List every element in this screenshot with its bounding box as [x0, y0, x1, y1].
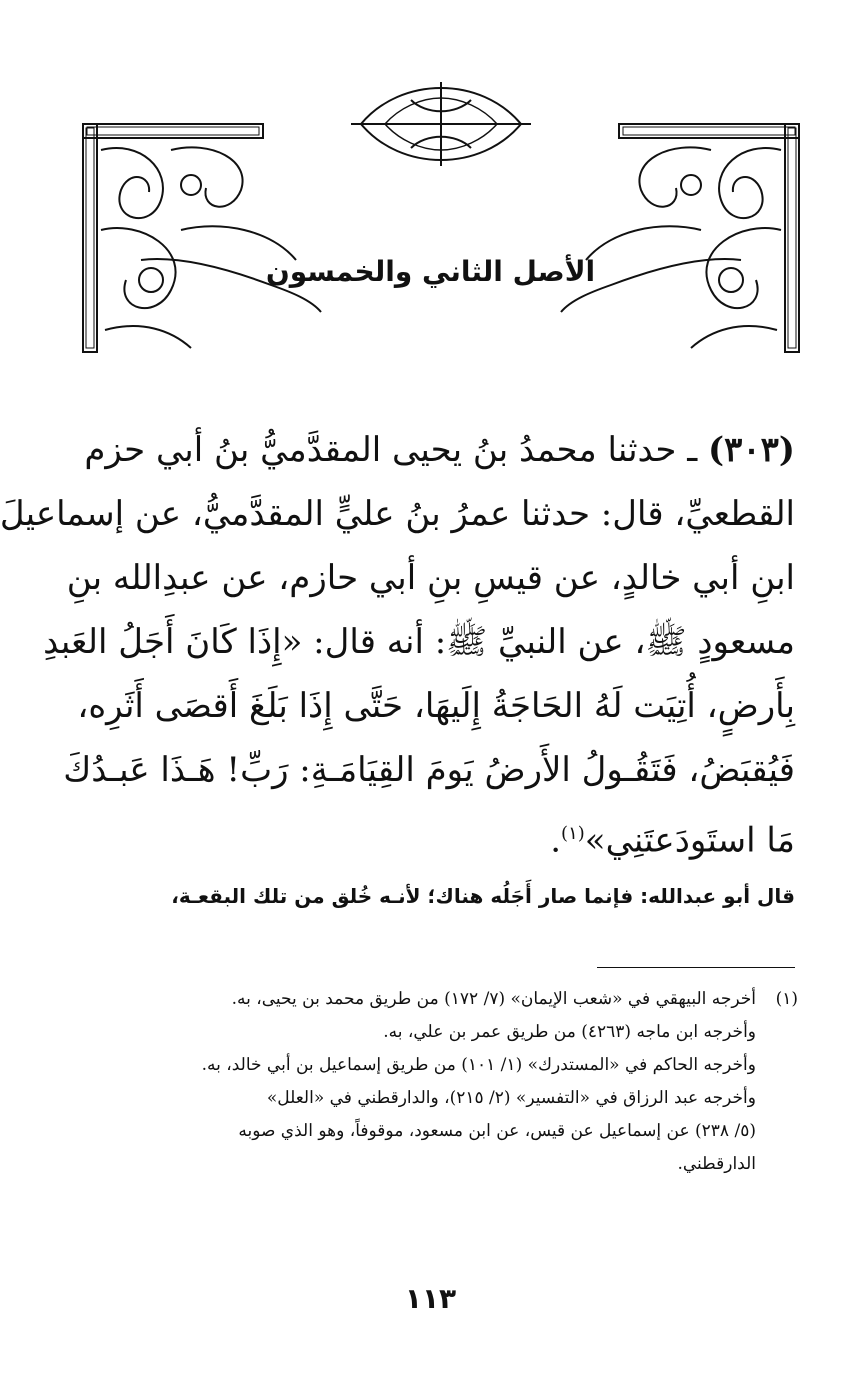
footnote-reference[interactable]: (١)	[561, 823, 585, 844]
footnote-line	[73, 983, 798, 1016]
hadith-line: فَيُقبَضُ، فَتَقُـولُ الأَرضُ يَومَ القِيَامَـةِ: رَبِّ! هَـذَا عَبـدُكَ	[63, 750, 795, 790]
footnote-line: الدارقطني.	[677, 1154, 756, 1174]
hadith-line: القطعيِّ، قال: حدثنا عمرُ بنُ عليٍّ المقدَّميُّ، عن إسماعيلَ	[0, 494, 795, 534]
hadith-line-text: مَا استَودَعتَنِي»	[584, 820, 795, 861]
author-comment: قال أبو عبدالله: فإنما صار أَجَلُه هناك؛ لأنـه خُلق من تلك البقعـة،	[171, 884, 795, 908]
hadith-line-last	[81, 802, 795, 866]
page-number: ١١٣	[404, 1282, 457, 1315]
footnote-text: أخرجه البيهقي في «شعب الإيمان» (٧/ ١٧٢) من طريق محمد بن يحيى، به.	[231, 989, 756, 1009]
hadith-line: بِأَرضٍ، أُتِيَت لَهُ الحَاجَةُ إِلَيهَا، حَتَّى إِذَا بَلَغَ أَقصَى أَثَرِه،	[77, 686, 795, 726]
footnote-marker: (١)	[775, 989, 798, 1009]
hadith-text	[0, 418, 795, 866]
hadith-number: (٣٠٣)	[708, 430, 795, 470]
footnotes	[73, 983, 798, 1181]
footnote-line: وأخرجه الحاكم في «المستدرك» (١/ ١٠١) من طريق إسماعيل بن أبي خالد، به.	[201, 1055, 756, 1075]
chapter-header-ornament	[81, 80, 801, 360]
footnote-line: وأخرجه ابن ماجه (٤٢٦٣) من طريق عمر بن علي، به.	[383, 1022, 756, 1042]
hadith-line-text: ـ حدثنا محمدُ بنُ يحيى المقدَّميُّ بنُ أبي حزم	[84, 430, 698, 470]
end-punctuation: .	[550, 820, 562, 861]
hadith-line: ابنِ أبي خالدٍ، عن قيسِ بنِ أبي حازم، عن عبدِالله بنِ	[66, 558, 795, 598]
footnote-line: (٥/ ٢٣٨) عن إسماعيل عن قيس، عن ابن مسعود، موقوفاً، وهو الذي صوبه	[238, 1121, 756, 1141]
chapter-title: الأصل الثاني والخمسون	[265, 255, 596, 288]
footnote-line: وأخرجه عبد الرزاق في «التفسير» (٢/ ٢١٥)، والدارقطني في «العلل»	[266, 1088, 756, 1108]
hadith-line: مسعودٍ ﷺ، عن النبيِّ ﷺ: أنه قال: «إِذَا كَانَ أَجَلُ العَبدِ	[43, 622, 795, 662]
footnote-separator	[597, 967, 795, 968]
hadith-line	[81, 418, 795, 482]
